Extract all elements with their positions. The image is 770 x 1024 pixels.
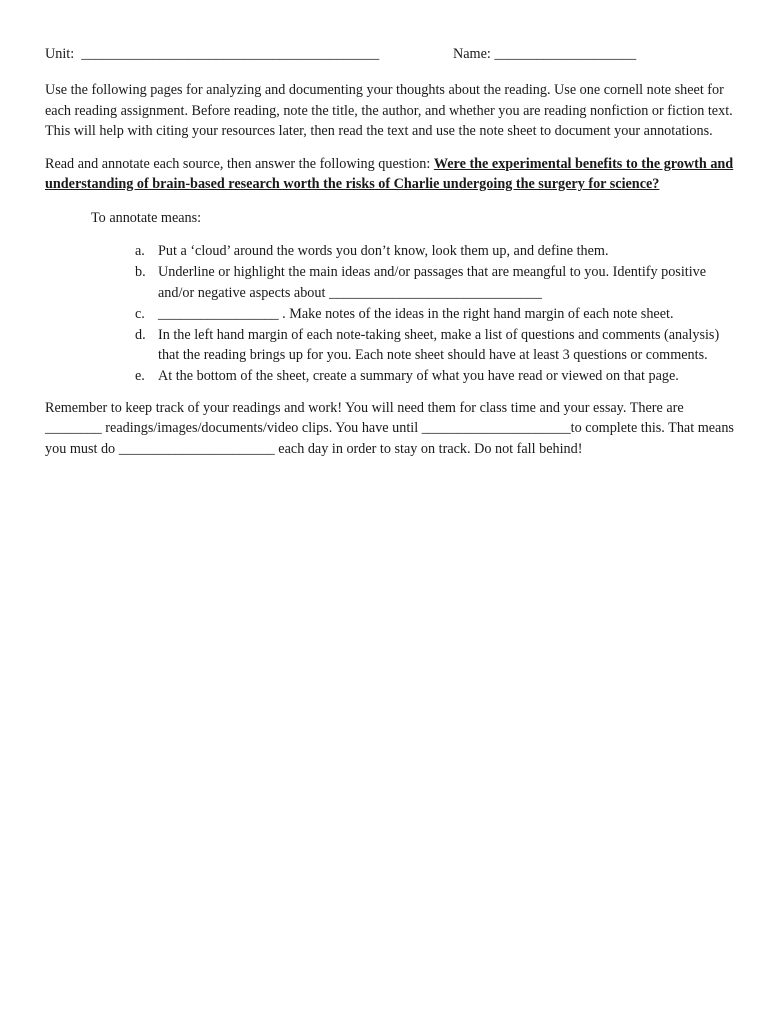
list-item-text: _________________ . Make notes of the ideas in the right hand margin of each note sheet. xyxy=(158,305,674,322)
list-item xyxy=(45,262,735,303)
annotate-heading: To annotate means: xyxy=(91,209,202,226)
list-marker: d. xyxy=(135,326,146,343)
list-item xyxy=(45,304,735,325)
prompt-paragraph xyxy=(45,154,735,195)
list-item-text: Underline or highlight the main ideas and/or passages that are meangful to you. Identify positive and/or negative aspects about ______________________________ xyxy=(158,264,707,301)
list-item-text: In the left hand margin of each note-taking sheet, make a list of questions and comments (analysis) that the reading brings up for you. Each note sheet should have at least 3 questions or comments. xyxy=(158,326,720,363)
header-fields xyxy=(45,44,735,66)
reminder-paragraph: Remember to keep track of your readings and work! You will need them for class time and your essay. There are ________ readings/images/documents/video clips. You have until _____________________to complete this. That means you must do ______________________ each day in order to stay on track. Do not fall behind! xyxy=(45,399,734,457)
prompt-lead: Read and annotate each source, then answer the following question: xyxy=(45,155,434,172)
annotation-steps-list xyxy=(45,241,735,387)
essential-question: Were the experimental benefits to the growth and understanding of brain-based research worth the risks of Charlie undergoing the surgery for science? xyxy=(45,155,734,192)
unit-field: Unit: __________________________________________ xyxy=(45,46,380,62)
document-page xyxy=(45,44,735,459)
list-item xyxy=(45,241,735,262)
intro-paragraph: Use the following pages for analyzing and documenting your thoughts about the reading. Use one cornell note sheet for each reading assignment. Before reading, note the title, the author, and whether you are reading nonfiction or fiction text. This will help with citing your resources later, then read the text and use the note sheet to document your annotations. xyxy=(45,82,733,139)
list-item-text: Put a ‘cloud’ around the words you don’t know, look them up, and define them. xyxy=(158,243,609,259)
list-item xyxy=(45,325,735,366)
list-marker: a. xyxy=(135,243,145,259)
name-field: Name: ____________________ xyxy=(453,46,637,62)
list-marker: b. xyxy=(135,264,146,280)
list-marker: c. xyxy=(135,305,145,322)
list-item-text: At the bottom of the sheet, create a summary of what you have read or viewed on that page. xyxy=(158,368,679,384)
list-marker: e. xyxy=(135,368,145,384)
list-item xyxy=(45,366,735,387)
